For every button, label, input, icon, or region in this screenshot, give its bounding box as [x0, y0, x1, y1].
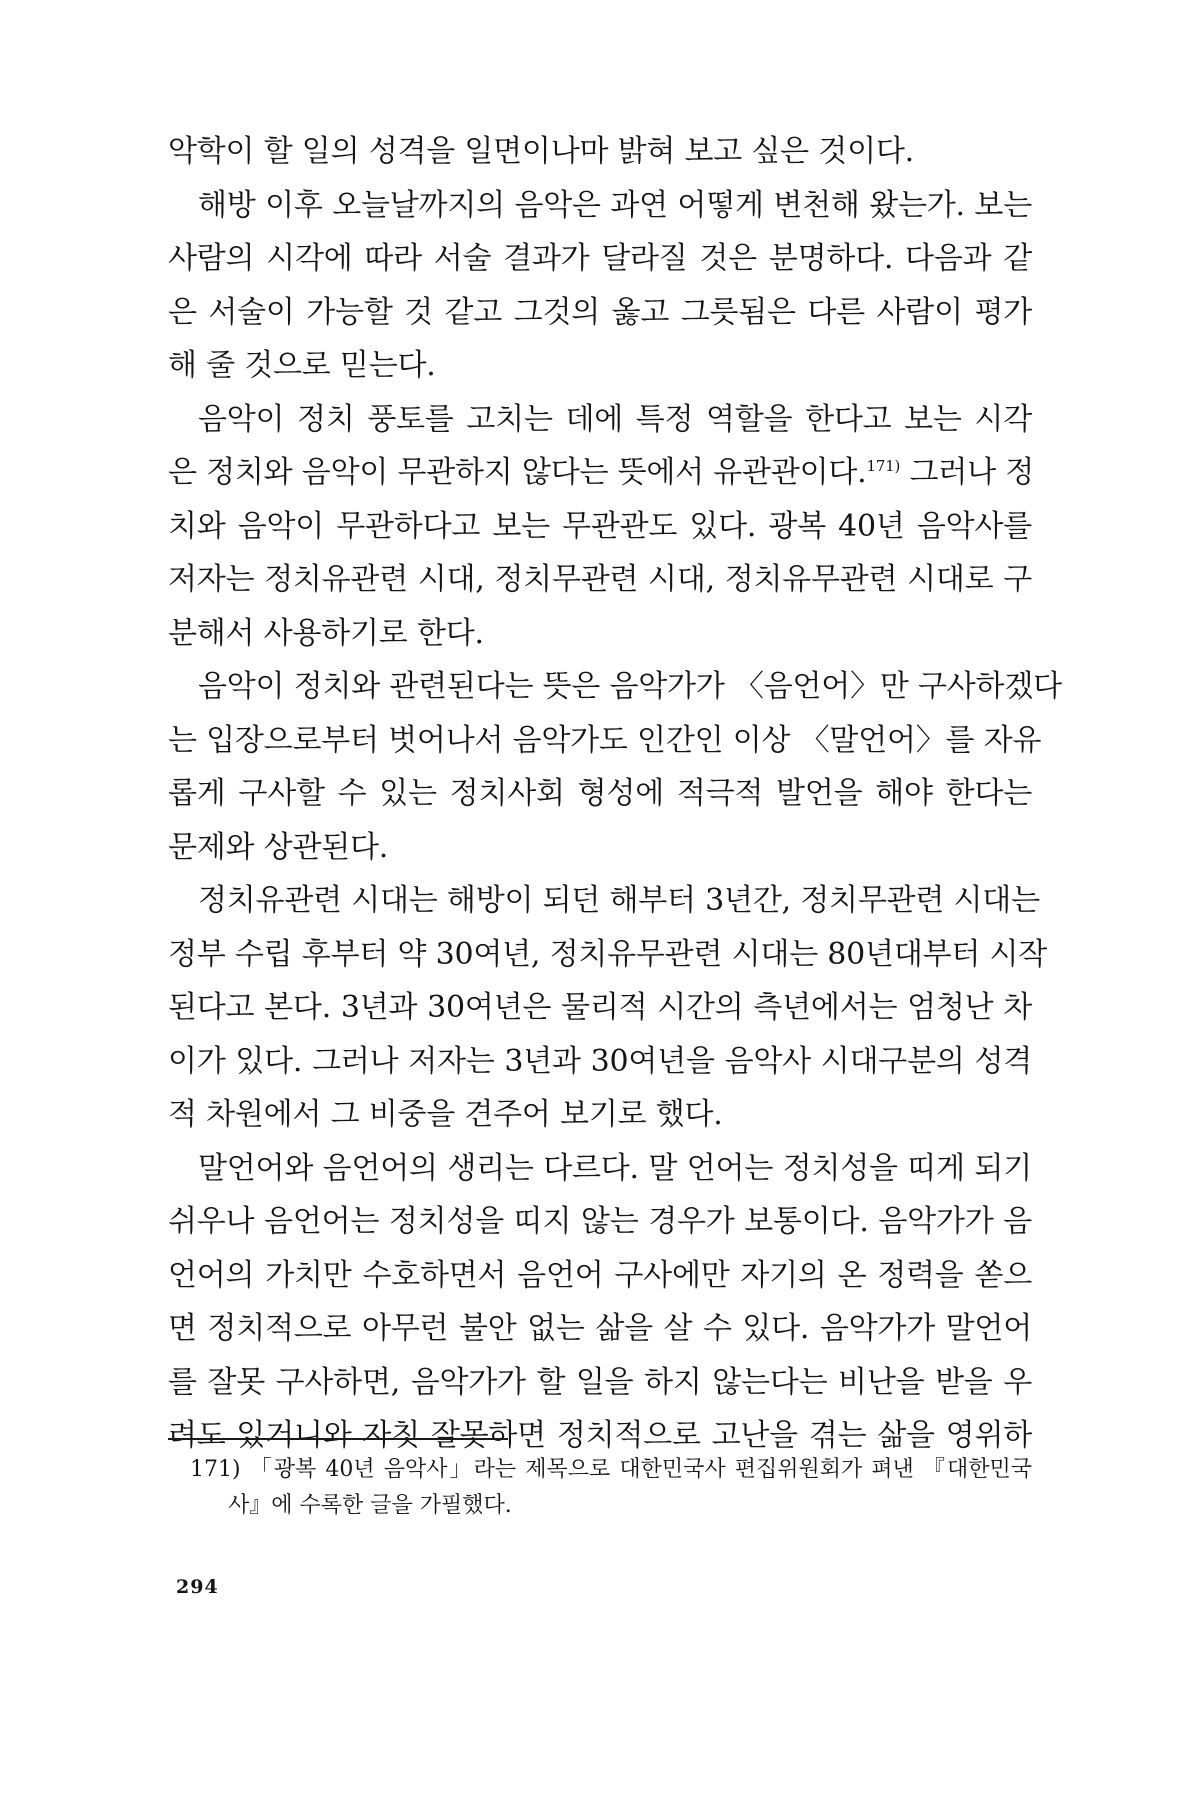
body-line: 말언어와 음언어의 생리는 다르다. 말 언어는 정치성을 띠게 되기 [198, 1151, 1032, 1186]
body-line: 를 잘못 구사하면, 음악가가 할 일을 하지 않는다는 비난을 받을 우 [168, 1365, 1032, 1400]
body-line: 롭게 구사할 수 있는 정치사회 형성에 적극적 발언을 해야 한다는 [168, 776, 1032, 811]
body-line: 적 차원에서 그 비중을 견주어 보기로 했다. [168, 1097, 723, 1132]
footnote-line: 사』에 수록한 글을 가필했다. [228, 1493, 512, 1518]
body-line: 악학이 할 일의 성격을 일면이나마 밝혀 보고 싶은 것이다. [168, 134, 914, 169]
body-line: 문제와 상관된다. [168, 830, 389, 865]
body-line: 저자는 정치유관련 시대, 정치무관련 시대, 정치유무관련 시대로 구 [168, 562, 1032, 597]
body-line: 사람의 시각에 따라 서술 결과가 달라질 것은 분명하다. 다음과 같 [168, 241, 1032, 276]
body-line-tail: 그러나 정 [900, 455, 1034, 490]
body-line: 정부 수립 후부터 약 30여년, 정치유무관련 시대는 80년대부터 시작 [168, 937, 1048, 972]
footnote-divider [168, 1438, 508, 1440]
body-line-text: 은 정치와 음악이 무관하지 않다는 뜻에서 유관관이다. [168, 455, 867, 490]
body-line: 음악이 정치와 관련된다는 뜻은 음악가가 〈음언어〉만 구사하겠다 [198, 669, 1062, 704]
body-line: 분해서 사용하기로 한다. [168, 616, 484, 651]
footnote-ref: 171) [866, 457, 901, 475]
body-line-with-footnote-ref [168, 453, 1032, 493]
page-number: 294 [176, 1576, 219, 1598]
body-line: 려도 있거니와 자칫 잘못하면 정치적으로 고난을 겪는 삶을 영위하 [168, 1418, 1032, 1453]
footnote-line: 171) 「광복 40년 음악사」라는 제목으로 대한민국사 편집위원회가 펴낸 『대한민국 [190, 1457, 1032, 1482]
body-line: 음악이 정치 풍토를 고치는 데에 특정 역할을 한다고 보는 시각 [198, 402, 1032, 437]
body-line: 정치유관련 시대는 해방이 되던 해부터 3년간, 정치무관련 시대는 [198, 883, 1040, 918]
body-line: 이가 있다. 그러나 저자는 3년과 30여년을 음악사 시대구분의 성격 [168, 1044, 1032, 1079]
body-line: 언어의 가치만 수호하면서 음언어 구사에만 자기의 온 정력을 쏟으 [168, 1258, 1032, 1293]
body-line: 는 입장으로부터 벗어나서 음악가도 인간인 이상 〈말언어〉를 자유 [168, 723, 1042, 758]
body-line: 면 정치적으로 아무런 불안 없는 삶을 살 수 있다. 음악가가 말언어 [168, 1311, 1032, 1346]
body-line: 은 서술이 가능할 것 같고 그것의 옳고 그릇됨은 다른 사람이 평가 [168, 295, 1032, 330]
body-line: 치와 음악이 무관하다고 보는 무관관도 있다. 광복 40년 음악사를 [168, 509, 1032, 544]
body-line: 쉬우나 음언어는 정치성을 띠지 않는 경우가 보통이다. 음악가가 음 [168, 1204, 1032, 1239]
body-line: 해 줄 것으로 믿는다. [168, 348, 436, 383]
body-line: 해방 이후 오늘날까지의 음악은 과연 어떻게 변천해 왔는가. 보는 [198, 188, 1032, 223]
body-line: 된다고 본다. 3년과 30여년은 물리적 시간의 측년에서는 엄청난 차 [168, 990, 1032, 1025]
